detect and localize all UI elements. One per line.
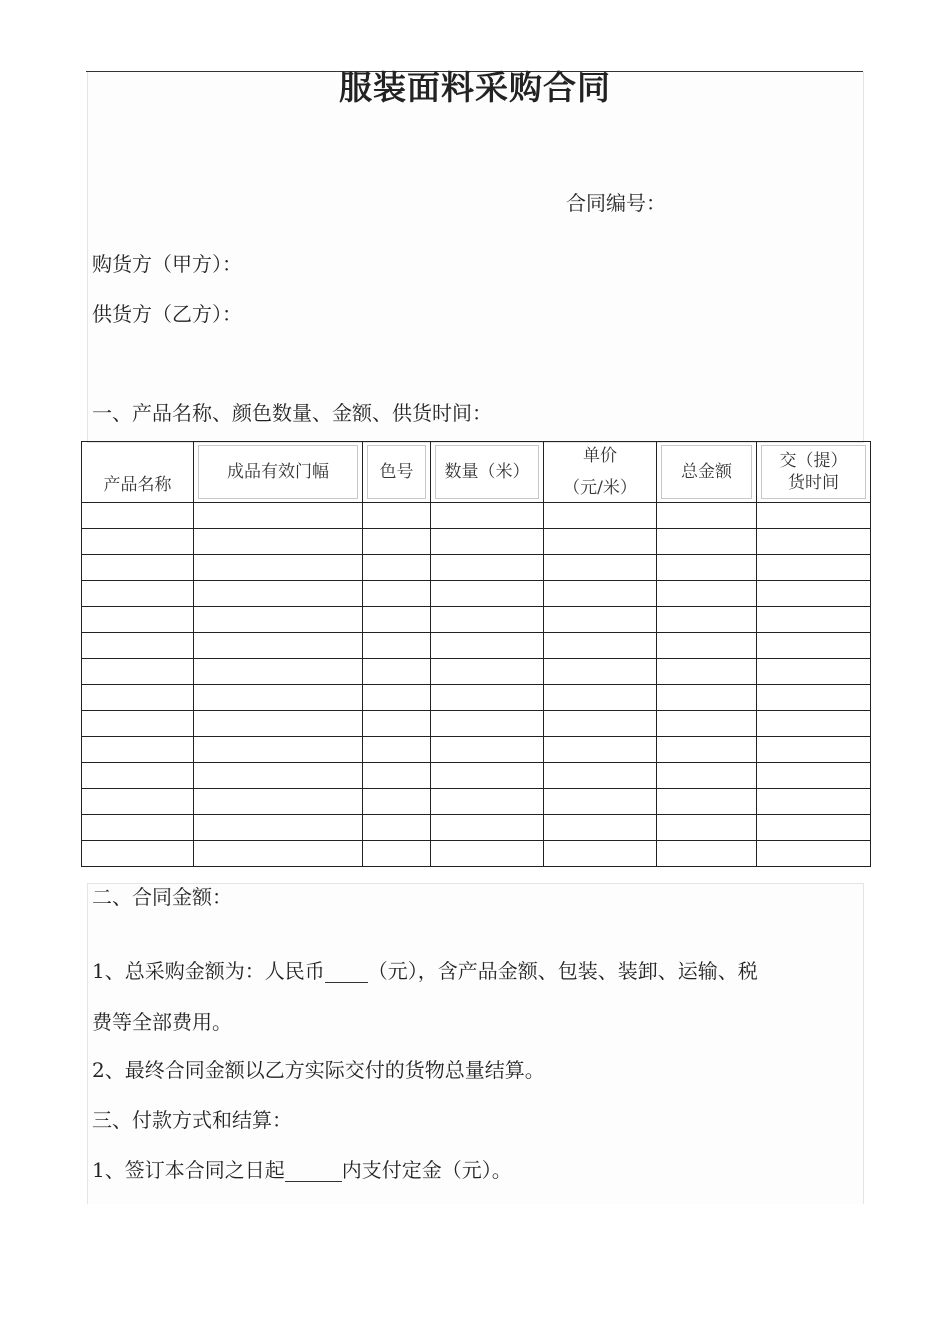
table-row (82, 503, 871, 529)
table-cell[interactable] (757, 685, 871, 711)
table-cell[interactable] (544, 841, 657, 867)
total-amount-blank[interactable] (325, 962, 368, 983)
table-cell[interactable] (363, 685, 431, 711)
table-cell[interactable] (431, 737, 544, 763)
table-cell[interactable] (194, 633, 363, 659)
table-cell[interactable] (194, 841, 363, 867)
table-cell[interactable] (431, 503, 544, 529)
table-row (82, 711, 871, 737)
header-fabric-width: 成品有效门幅 (227, 462, 329, 482)
table-cell[interactable] (757, 789, 871, 815)
header-delivery: 交（提） (779, 451, 848, 471)
table-cell[interactable] (194, 789, 363, 815)
table-cell[interactable] (194, 581, 363, 607)
header-product-name: 产品名称 (103, 475, 172, 495)
contract-number-label: 合同编号： (566, 191, 666, 215)
table-cell[interactable] (431, 581, 544, 607)
deposit-days-blank[interactable] (285, 1161, 342, 1182)
table-cell[interactable] (544, 737, 657, 763)
table-cell[interactable] (657, 607, 757, 633)
table-cell[interactable] (82, 737, 194, 763)
table-cell[interactable] (82, 841, 194, 867)
table-row (82, 529, 871, 555)
seller-label: 供货方（乙方）： (92, 302, 242, 326)
deposit-prefix: 1、签订本合同之日起 (92, 1158, 285, 1182)
table-cell[interactable] (657, 633, 757, 659)
total-amount-prefix: 1、总采购金额为：人民币 (92, 959, 325, 983)
table-cell[interactable] (544, 685, 657, 711)
product-table (81, 441, 871, 867)
table-cell[interactable] (757, 763, 871, 789)
table-cell[interactable] (757, 503, 871, 529)
table-row (82, 841, 871, 867)
table-cell[interactable] (363, 659, 431, 685)
table-header-row (82, 442, 871, 503)
table-cell[interactable] (363, 815, 431, 841)
table-cell[interactable] (82, 711, 194, 737)
section-2-item-1-continued: 费等全部费用。 (92, 1010, 232, 1034)
section-2-item-1 (92, 959, 758, 983)
table-row (82, 815, 871, 841)
table-cell[interactable] (363, 555, 431, 581)
table-cell[interactable] (757, 581, 871, 607)
table-cell[interactable] (757, 659, 871, 685)
table-cell[interactable] (82, 529, 194, 555)
table-cell[interactable] (194, 555, 363, 581)
table-cell[interactable] (82, 659, 194, 685)
table-row (82, 685, 871, 711)
table-cell[interactable] (544, 763, 657, 789)
table-cell[interactable] (757, 737, 871, 763)
table-cell[interactable] (431, 685, 544, 711)
header-cell (757, 442, 871, 503)
table-cell[interactable] (194, 529, 363, 555)
table-cell[interactable] (431, 659, 544, 685)
table-row (82, 789, 871, 815)
table-cell[interactable] (544, 633, 657, 659)
table-cell[interactable] (431, 789, 544, 815)
table-cell[interactable] (82, 633, 194, 659)
table-cell[interactable] (757, 841, 871, 867)
buyer-label: 购货方（甲方）： (92, 252, 242, 276)
table-cell[interactable] (82, 581, 194, 607)
table-cell[interactable] (544, 659, 657, 685)
table-cell[interactable] (431, 555, 544, 581)
table-cell[interactable] (757, 529, 871, 555)
table-cell[interactable] (82, 607, 194, 633)
table-cell[interactable] (194, 607, 363, 633)
table-cell[interactable] (544, 711, 657, 737)
table-cell[interactable] (544, 581, 657, 607)
table-cell[interactable] (657, 711, 757, 737)
table-cell[interactable] (757, 607, 871, 633)
header-unit-price: 单价 (583, 446, 617, 466)
table-cell[interactable] (82, 789, 194, 815)
header-cell (194, 442, 363, 503)
header-delivery-time: 货时间 (788, 473, 839, 493)
table-cell[interactable] (757, 711, 871, 737)
table-cell[interactable] (544, 607, 657, 633)
table-body (82, 503, 871, 867)
document-title: 服装面料采购合同 (339, 68, 611, 107)
table-cell[interactable] (544, 529, 657, 555)
table-cell[interactable] (657, 737, 757, 763)
section-1-heading: 一、产品名称、颜色数量、金额、供货时间： (92, 401, 492, 425)
table-cell[interactable] (544, 503, 657, 529)
table-cell[interactable] (431, 763, 544, 789)
table-row (82, 581, 871, 607)
header-cell (431, 442, 544, 503)
table-row (82, 633, 871, 659)
table-cell[interactable] (82, 555, 194, 581)
header-cell (657, 442, 757, 503)
table-cell[interactable] (757, 815, 871, 841)
section-3-heading: 三、付款方式和结算： (92, 1108, 292, 1132)
table-cell[interactable] (657, 555, 757, 581)
table-cell[interactable] (82, 503, 194, 529)
total-amount-suffix: （元），含产品金额、包装、装卸、运输、税 (367, 959, 758, 983)
table-row (82, 763, 871, 789)
header-total-amount: 总金额 (681, 462, 732, 482)
table-cell[interactable] (194, 815, 363, 841)
table-row (82, 737, 871, 763)
table-cell[interactable] (657, 789, 757, 815)
header-cell (544, 442, 657, 503)
table-cell[interactable] (431, 711, 544, 737)
table-cell[interactable] (757, 555, 871, 581)
table-cell[interactable] (657, 581, 757, 607)
header-unit-price-unit: （元/米） (563, 478, 637, 498)
table-row (82, 659, 871, 685)
table-cell[interactable] (363, 841, 431, 867)
table-cell[interactable] (657, 659, 757, 685)
lower-frame (87, 883, 864, 1204)
table-cell[interactable] (544, 789, 657, 815)
table-cell[interactable] (544, 555, 657, 581)
table-cell[interactable] (194, 685, 363, 711)
table-cell[interactable] (82, 815, 194, 841)
table-cell[interactable] (431, 607, 544, 633)
table-cell[interactable] (657, 529, 757, 555)
table-cell[interactable] (431, 815, 544, 841)
table-cell[interactable] (431, 633, 544, 659)
header-quantity: 数量（米） (444, 462, 530, 482)
table-cell[interactable] (431, 841, 544, 867)
section-3-item-1 (92, 1158, 512, 1182)
table-cell[interactable] (657, 503, 757, 529)
header-cell (363, 442, 431, 503)
table-cell[interactable] (363, 737, 431, 763)
header-color-code: 色号 (379, 462, 414, 482)
table-cell[interactable] (363, 711, 431, 737)
table-cell[interactable] (544, 815, 657, 841)
table-cell[interactable] (657, 815, 757, 841)
table-cell[interactable] (363, 529, 431, 555)
table-row (82, 555, 871, 581)
table-cell[interactable] (657, 841, 757, 867)
table-cell[interactable] (82, 685, 194, 711)
table-cell[interactable] (363, 633, 431, 659)
section-2-heading: 二、合同金额： (92, 885, 232, 909)
table-cell[interactable] (363, 789, 431, 815)
deposit-suffix: 内支付定金（元）。 (341, 1158, 512, 1182)
table-cell[interactable] (194, 711, 363, 737)
header-cell (82, 442, 194, 503)
table-cell[interactable] (82, 763, 194, 789)
table-cell[interactable] (757, 633, 871, 659)
table-cell[interactable] (194, 737, 363, 763)
table-cell[interactable] (431, 529, 544, 555)
table-cell[interactable] (363, 503, 431, 529)
table-row (82, 607, 871, 633)
table-cell[interactable] (194, 503, 363, 529)
section-2-item-2: 2、最终合同金额以乙方实际交付的货物总量结算。 (92, 1058, 545, 1082)
table-cell[interactable] (363, 763, 431, 789)
table-cell[interactable] (363, 607, 431, 633)
table-cell[interactable] (194, 763, 363, 789)
table-cell[interactable] (363, 581, 431, 607)
table-cell[interactable] (657, 763, 757, 789)
table-cell[interactable] (194, 659, 363, 685)
table-cell[interactable] (657, 685, 757, 711)
